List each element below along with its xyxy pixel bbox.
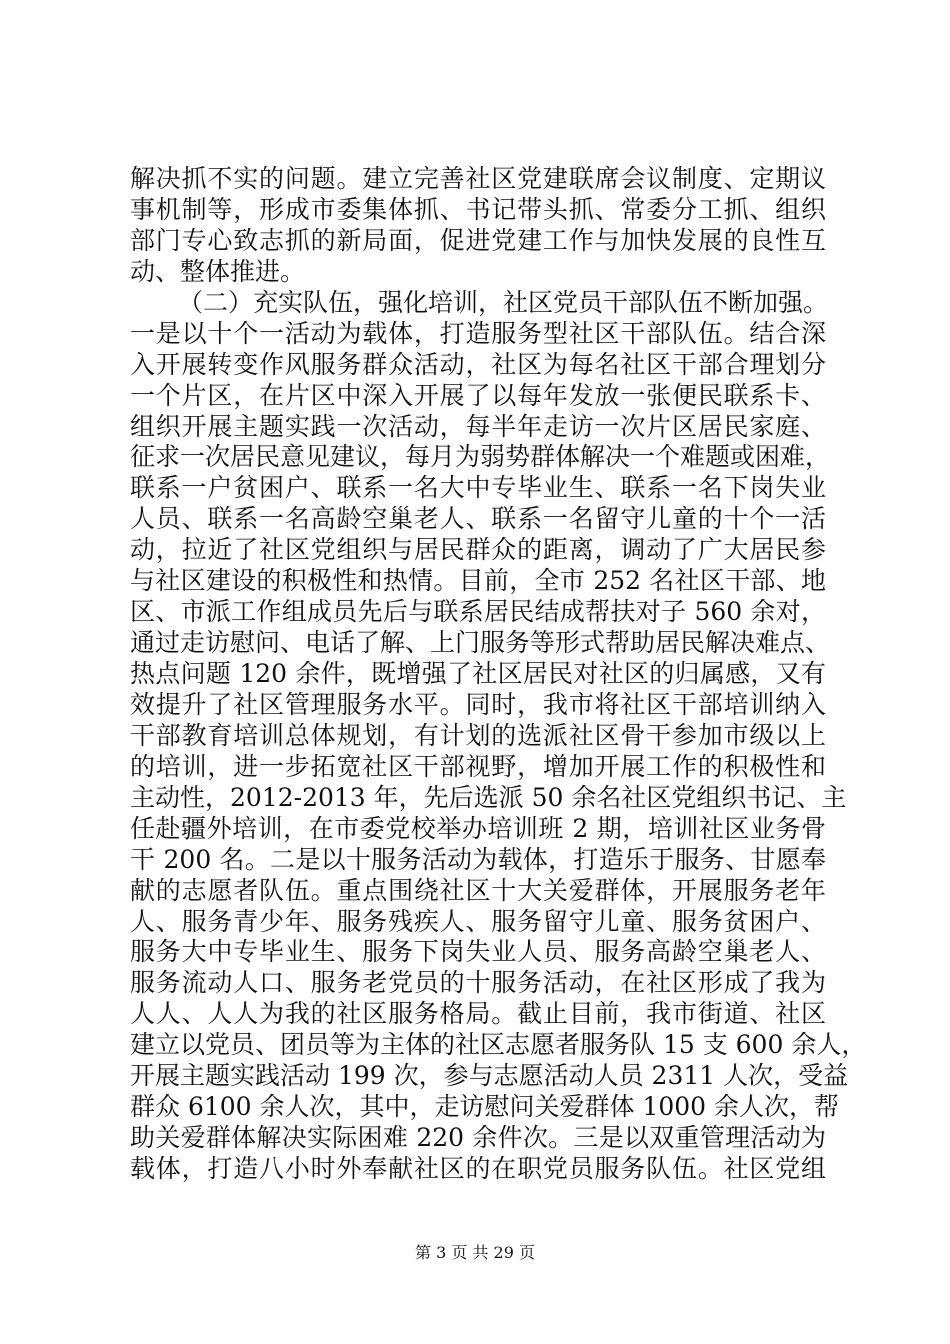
text-line: 入开展转变作风服务群众活动，社区为每名社区干部合理划分	[130, 349, 826, 379]
text-line: 服务大中专毕业生、服务下岗失业人员、服务高龄空巢老人、	[130, 937, 826, 967]
text-line: 服务流动人口、服务老党员的十服务活动，在社区形成了我为	[130, 968, 826, 998]
text-line: 联系一户贫困户、联系一名大中专毕业生、联系一名下岗失业	[130, 473, 826, 503]
text-line: 助关爱群体解决实际困难 220 余件次。三是以双重管理活动为	[130, 1123, 826, 1153]
text-line: 动、整体推进。	[130, 256, 306, 286]
text-line: 开展主题实践活动 199 次，参与志愿活动人员 2311 人次，受益	[130, 1061, 849, 1091]
text-line: 热点问题 120 余件，既增强了社区居民对社区的归属感，又有	[130, 659, 826, 688]
text-line: 主动性，2012-2013 年，先后选派 50 余名社区党组织书记、主	[130, 782, 847, 812]
text-line: 征求一次居民意见建议，每月为弱势群体解决一个难题或困难，	[130, 442, 831, 472]
text-line: 与社区建设的积极性和热情。目前，全市 252 名社区干部、地	[130, 566, 826, 596]
text-line: 载体，打造八小时外奉献社区的在职党员服务队伍。社区党组	[130, 1154, 826, 1183]
text-line: 干 200 名。二是以十服务活动为载体，打造乐于服务、甘愿奉	[130, 844, 826, 874]
document-body	[130, 164, 867, 1185]
text-line: 的培训，进一步拓宽社区干部视野，增加开展工作的积极性和	[130, 751, 826, 781]
text-line: 献的志愿者队伍。重点围绕社区十大关爱群体，开展服务老年	[130, 875, 826, 905]
text-line: 任赴疆外培训，在市委党校举办培训班 2 期，培训社区业务骨	[130, 813, 826, 843]
text-line: 组织开展主题实践一次活动，每半年走访一次片区居民家庭、	[130, 411, 826, 441]
text-line: 部门专心致志抓的新局面，促进党建工作与加快发展的良性互	[130, 225, 826, 255]
text-line: 区、市派工作组成员先后与联系居民结成帮扶对子 560 余对，	[130, 597, 826, 627]
text-line: 人员、联系一名高龄空巢老人、联系一名留守儿童的十个一活	[130, 504, 826, 534]
text-line: 人人、人人为我的社区服务格局。截止目前，我市街道、社区	[130, 999, 826, 1029]
text-line: 通过走访慰问、电话了解、上门服务等形式帮助居民解决难点、	[130, 628, 831, 658]
text-line: 建立以党员、团员等为主体的社区志愿者服务队 15 支 600 余人，	[130, 1030, 867, 1060]
text-line: 一是以十个一活动为载体，打造服务型社区干部队伍。结合深	[130, 318, 826, 348]
text-line: 动，拉近了社区党组织与居民群众的距离，调动了广大居民参	[130, 535, 826, 565]
text-line: 群众 6100 余人次，其中，走访慰问关爱群体 1000 余人次，帮	[130, 1092, 840, 1122]
text-line: 一个片区，在片区中深入开展了以每年发放一张便民联系卡、	[130, 380, 826, 410]
text-line: 人、服务青少年、服务残疾人、服务留守儿童、服务贫困户、	[130, 906, 826, 936]
text-line: 效提升了社区管理服务水平。同时，我市将社区干部培训纳入	[130, 689, 826, 719]
text-line: 干部教育培训总体规划，有计划的选派社区骨干参加市级以上	[130, 720, 826, 750]
text-line: 事机制等，形成市委集体抓、书记带头抓、常委分工抓、组织	[130, 194, 826, 224]
text-line: 解决抓不实的问题。建立完善社区党建联席会议制度、定期议	[130, 164, 826, 193]
page-footer: 第 3 页 共 29 页	[415, 1243, 535, 1262]
text-line: （二）充实队伍，强化培训，社区党员干部队伍不断加强。	[178, 287, 829, 317]
